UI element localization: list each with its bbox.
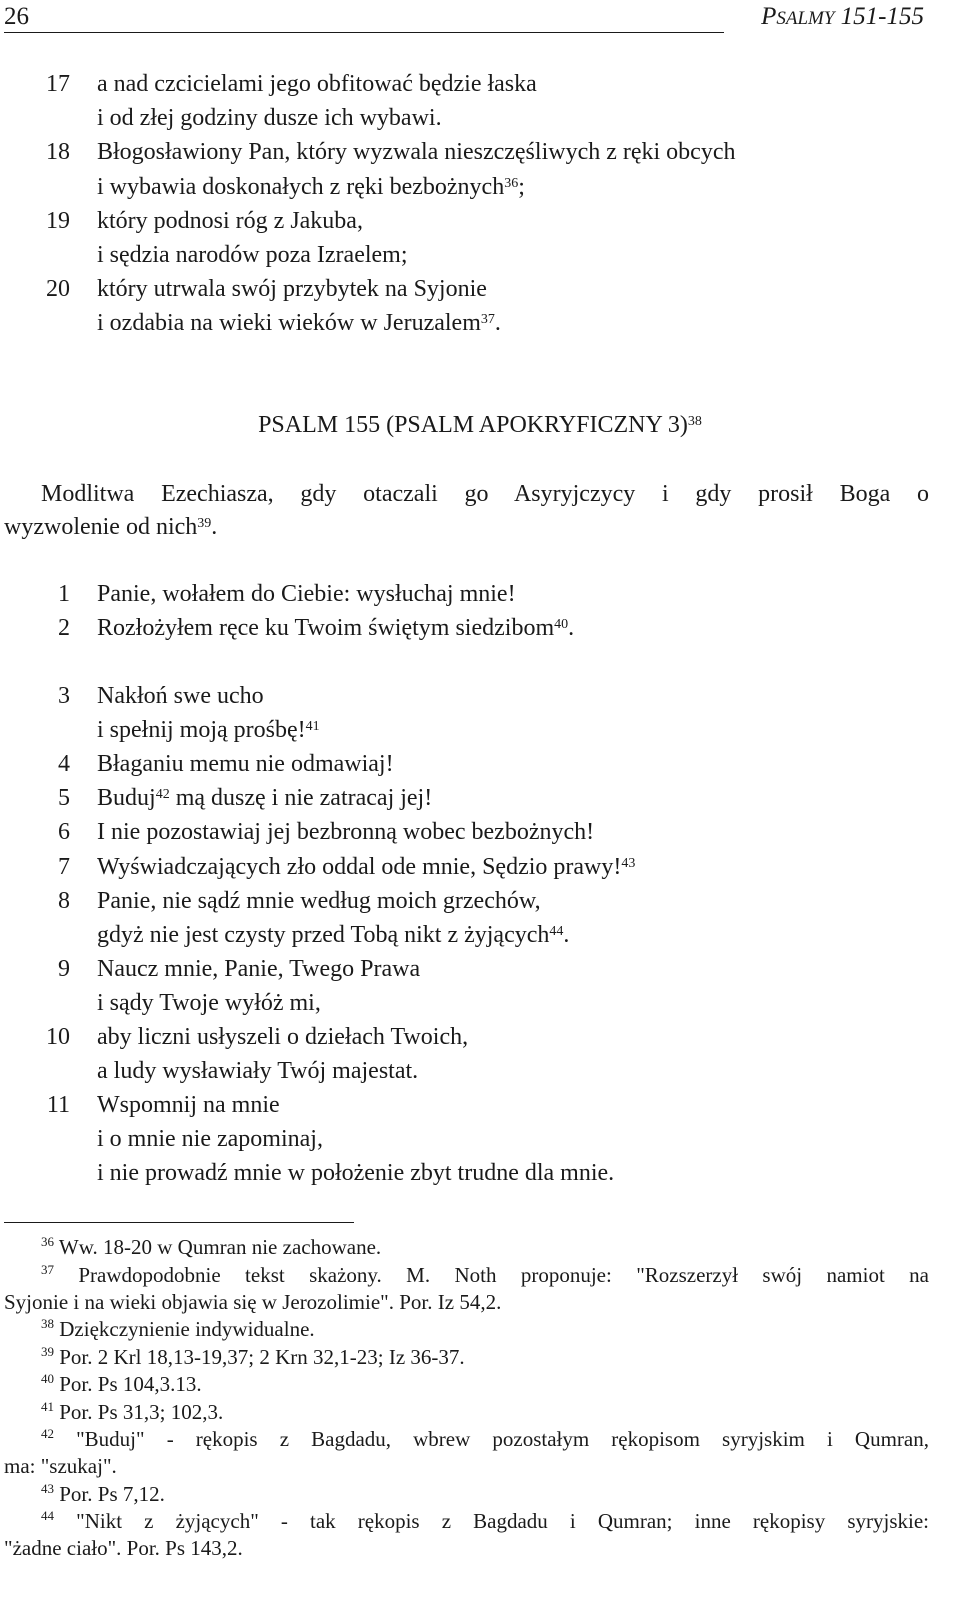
verse-number: 17 — [46, 71, 70, 97]
footnote-number: 40 — [41, 1371, 54, 1386]
psalm-heading — [0, 408, 960, 442]
footnote — [4, 1262, 929, 1316]
verse-number: 11 — [46, 1092, 70, 1119]
footnote-line-1: $^{41}$ Por. Ps 31,3; 102,3. — [41, 1398, 224, 1424]
verse-text: Nakłoń swe ucho — [97, 683, 264, 709]
verse-text: a nad czcicielami jego obfitować będzie łaska — [97, 71, 537, 97]
footnote — [4, 1344, 929, 1371]
footnote-number: 37 — [41, 1261, 54, 1277]
footnote-ref: 40 — [554, 617, 569, 632]
footnote-line-2: Syjonie i na wieki objawia się w Jerozolimie". Por. Iz 54,2. — [4, 1289, 502, 1314]
running-title-range: 151-155 — [834, 3, 924, 30]
footnote-number: 42 — [41, 1426, 54, 1441]
footnote — [4, 1399, 929, 1426]
footnote — [4, 1481, 929, 1508]
verse-number: 19 — [46, 207, 70, 234]
running-title — [761, 2, 924, 34]
footnote-ref: 43 — [621, 855, 636, 871]
footnote-ref: 42 — [155, 787, 170, 803]
verse-number: 20 — [46, 276, 70, 303]
footnote-line-1: $^{39}$ Por. 2 Krl 18,13-19,37; 2 Krn 32,1-23; Iz 36-37. — [41, 1343, 465, 1369]
footnote-line-1: $^{43}$ Por. Ps 7,12. — [41, 1480, 165, 1506]
verse-text: Rozłożyłem ręce ku Twoim świętym siedzibom$^{40}$. — [97, 615, 575, 641]
verse-text: i od złej godziny dusze ich wybawi. — [97, 105, 442, 132]
verse-number: 18 — [46, 139, 70, 166]
verse-number: 6 — [58, 819, 70, 846]
verse-text: Naucz mnie, Panie, Twego Prawa — [97, 955, 421, 982]
verse-text: Wspomnij na mnie — [97, 1092, 280, 1119]
footnote — [4, 1426, 929, 1480]
psalm-intro — [4, 478, 929, 544]
verse-text: Panie, wołałem do Ciebie: wysłuchaj mnie! — [97, 581, 516, 607]
page-number: 26 — [4, 3, 29, 30]
footnote-line-1: $^{37}$ Prawdopodobnie tekst skażony. M. Noth proponuje: "Rozszerzył swój namiot na — [41, 1261, 929, 1287]
footnote-line-2: ma: "szukaj". — [4, 1454, 117, 1478]
footnote-number: 39 — [41, 1343, 54, 1359]
verse-text: Buduj$^{42}$ mą duszę i nie zatracaj jej! — [97, 785, 433, 812]
intro-line-2-end: . — [211, 514, 218, 540]
verse-text: który podnosi róg z Jakuba, — [97, 207, 363, 234]
footnote-number: 36 — [41, 1234, 54, 1249]
verse-number: 10 — [46, 1024, 70, 1050]
footnote-line-1: $^{36}$ Ww. 18-20 w Qumran nie zachowane. — [41, 1234, 382, 1259]
verse-number: 3 — [58, 683, 70, 709]
header-rule — [4, 32, 724, 33]
verse-text: i ozdabia na wieki wieków w Jeruzalem$^{37}$. — [97, 310, 501, 337]
verse-number: 2 — [58, 615, 70, 641]
intro-line-2: wyzwolenie od nich — [4, 514, 198, 540]
verse-number: 9 — [58, 955, 70, 982]
verse-text: Błogosławiony Pan, który wyzwala nieszczęśliwych z ręki obcych — [97, 139, 736, 166]
verse-text: I nie pozostawiaj jej bezbronną wobec bezbożnych! — [97, 819, 595, 846]
verse-text: i sędzia narodów poza Izraelem; — [97, 242, 408, 268]
running-title-smallcaps: SALMY — [776, 8, 835, 29]
footnote — [4, 1234, 929, 1261]
footnote-line-1: $^{38}$ Dziękczynienie indywidualne. — [41, 1316, 315, 1341]
verse-text: i o mnie nie zapominaj, — [97, 1126, 323, 1153]
verse-text: Wyświadczających zło oddal ode mnie, Sędzio prawy!$^{43}$ — [97, 853, 636, 880]
page-header — [4, 2, 924, 36]
verse-text: Panie, nie sądź mnie według moich grzechów, — [97, 887, 541, 914]
running-title-initial: P — [761, 3, 777, 30]
footnote-ref: 41 — [305, 719, 320, 735]
verse-text: i spełnij moją prośbę!$^{41}$ — [97, 717, 320, 744]
footnote-line-1: $^{42}$ "Buduj" - rękopis z Bagdadu, wbrew pozostałym rękopisom syryjskim i Qumran, — [41, 1426, 929, 1451]
verse-number: 4 — [58, 751, 70, 778]
footnote-ref: 44 — [549, 923, 564, 939]
footnote-line-1: $^{44}$ "Nikt z żyjących" - tak rękopis z Bagdadu i Qumran; inne rękopisy syryjskie: — [41, 1508, 929, 1533]
psalm-heading-text: PSALM 155 (PSALM APOKRYFICZNY 3) — [258, 412, 688, 438]
footnote-number: 44 — [41, 1508, 54, 1523]
footnote-ref: 38 — [687, 414, 702, 429]
verse-number: 5 — [58, 785, 70, 812]
footnote-ref: 36 — [504, 175, 519, 191]
verse-text: gdyż nie jest czysty przed Tobą nikt z żyjących$^{44}$. — [97, 921, 570, 948]
verse-text: i sądy Twoje wyłóż mi, — [97, 989, 321, 1016]
footnote-number: 38 — [41, 1316, 54, 1331]
footnote — [4, 1371, 929, 1398]
footnote-ref: 39 — [197, 516, 212, 531]
verse-text: a ludy wysławiały Twój majestat. — [97, 1058, 419, 1085]
verse-text: który utrwala swój przybytek na Syjonie — [97, 276, 487, 303]
verse-number: 8 — [58, 887, 70, 914]
footnote — [4, 1316, 929, 1343]
verse-text: Błaganiu memu nie odmawiaj! — [97, 751, 394, 778]
footnote — [4, 1508, 929, 1562]
footnote-number: 43 — [41, 1480, 54, 1496]
intro-line-1: Modlitwa Ezechiasza, gdy otaczali go Asyryjczycy i gdy prosił Boga o — [41, 481, 929, 507]
footnote-number: 41 — [41, 1398, 54, 1414]
footnote-line-1: $^{40}$ Por. Ps 104,3.13. — [41, 1371, 202, 1396]
footnote-ref: 37 — [480, 312, 495, 328]
verse-number: 1 — [58, 581, 70, 607]
verse-text: i nie prowadź mnie w położenie zbyt trudne dla mnie. — [97, 1160, 615, 1187]
footnote-rule — [4, 1222, 354, 1223]
footnote-line-2: "żadne ciało". Por. Ps 143,2. — [4, 1536, 243, 1560]
verse-number: 7 — [58, 853, 70, 880]
verse-text: aby liczni usłyszeli o dziełach Twoich, — [97, 1024, 469, 1050]
verse-text: i wybawia doskonałych z ręki bezbożnych$^{36}$; — [97, 173, 525, 200]
